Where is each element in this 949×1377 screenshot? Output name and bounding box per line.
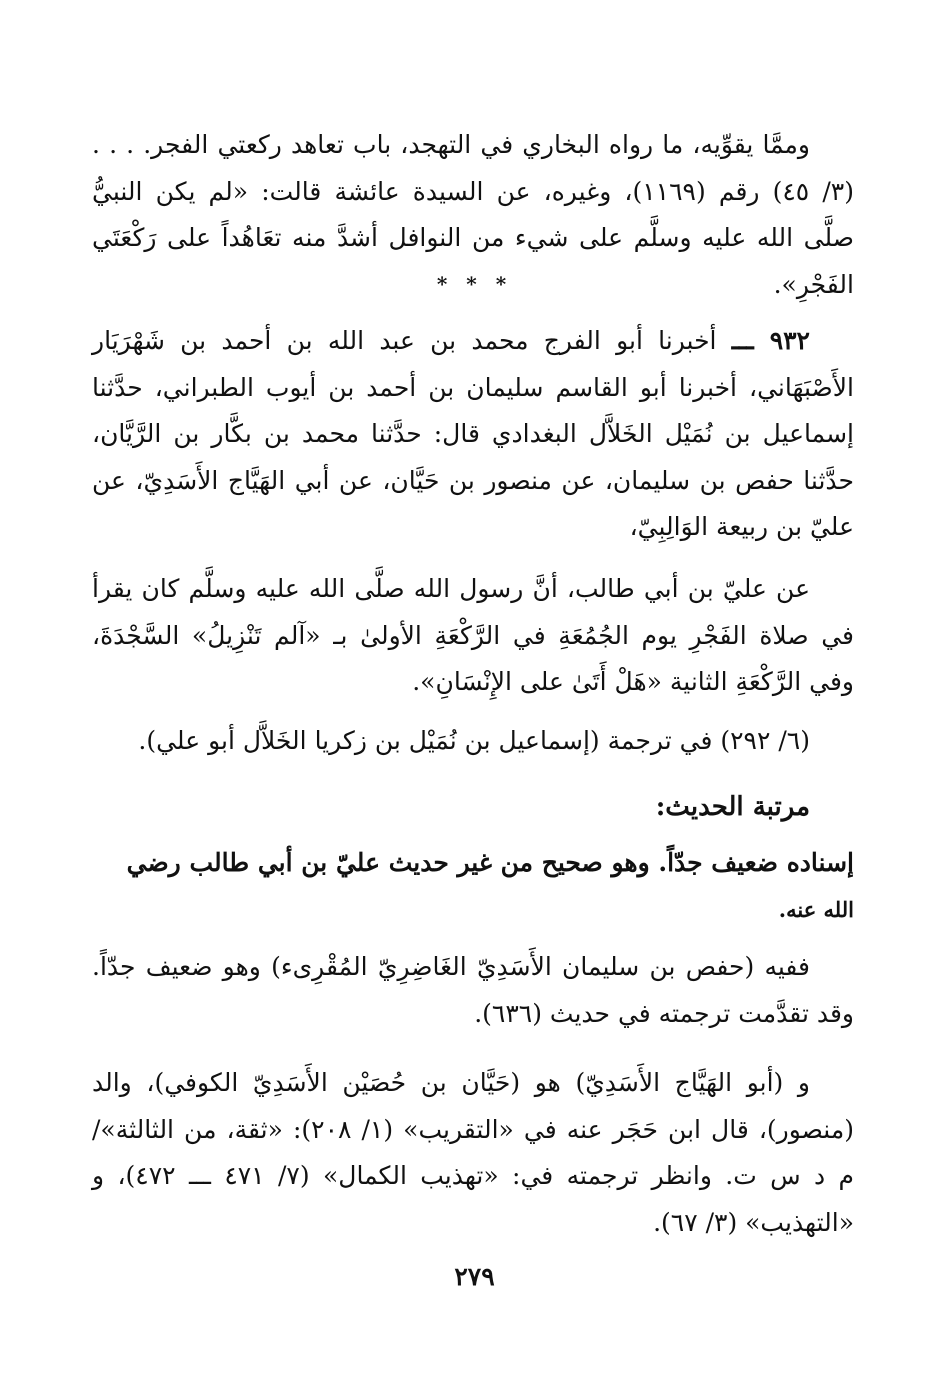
note-abu-hayyaj-paragraph (92, 1060, 854, 1246)
hadith-isnad: أخبرنا أبو الفرج محمد بن عبد الله بن أحمد بن شَهْرَيَار الأَصْبَهَاني، أخبرنا أبو القاسم سليمان بن أحمد بن أيوب الطبراني، حدَّثنا إسماعيل بن نُمَيْل الخَلاَّل البغدادي قال: حدَّثنا محمد بن بكَّار بن الرَّيَّان، حدَّثنا حفص بن سليمان، عن منصور بن حَيَّان، عن أبي الهَيَّاج الأَسَدِيّ، عن عليّ بن ربيعة الوَالِبِيّ، (92, 326, 854, 541)
hadith-source-paragraph (92, 718, 854, 765)
section-separator: * * * (436, 272, 513, 296)
ruling-heading: مرتبة الحديث: (655, 792, 810, 822)
hadith-isnad-paragraph (92, 318, 854, 551)
hadith-number: ٩٣٢ ـــ (731, 326, 810, 355)
ruling-heading-block (92, 784, 854, 831)
note-abu-hayyaj: و (أبو الهَيَّاج الأَسَدِيّ) هو (حَيَّان بن حُصَيْن الأَسَدِيّ الكوفي)، والد (منصور)، قال ابن حَجَر عنه في «التقريب» (١/ ٢٠٨): «ثقة، من الثالثة»/ م د س ت. وانظر ترجمته في: «تهذيب الكمال» (٧/ ٤٧١ ـــ ٤٧٢)، و «التهذيب» (٣/ ٦٧). (92, 1068, 855, 1237)
page-number: ٢٧٩ (454, 1262, 495, 1291)
intro-text: وممَّا يقوِّيه، ما رواه البخاري في التهجد، باب تعاهد ركعتي الفجر. . . . (٣/ ٤٥) رقم (١١٦٩)، وغيره، عن السيدة عائشة قالت: «لم يكن النبيُّ صلَّى الله عليه وسلَّم على شيء من النوافل أشدَّ منه تعَاهُداً على رَكْعَتَي الفَجْرِ». (92, 130, 854, 299)
hadith-matn-paragraph (92, 566, 854, 706)
hadith-matn: عن عليّ بن أبي طالب، أنَّ رسول الله صلَّى الله عليه وسلَّم كان يقرأ في صلاة الفَجْرِ يوم الجُمُعَةِ في الرَّكْعَةِ الأولىٰ بـ «آلم تَنْزِيلُ» السَّجْدَةَ، وفي الرَّكْعَةِ الثانية «هَلْ أَتَىٰ على الإِنْسَانِ». (92, 574, 854, 696)
ruling-paragraph (92, 840, 854, 933)
note-fihi: ففيه (حفص بن سليمان الأَسَدِيّ الغَاضِرِيّ المُقْرِىء) وهو ضعيف جدّاً. وقد تقدَّمت ترجمته في حديث (٦٣٦). (92, 952, 854, 1028)
ruling-text-end: الله عنه. (778, 896, 854, 922)
note-fihi-paragraph (92, 944, 854, 1037)
hadith-source: (٦/ ٢٩٢) في ترجمة (إسماعيل بن نُمَيْل بن زكريا الخَلاَّل أبو علي). (138, 726, 810, 755)
ruling-text-main: إسناده ضعيف جدّاً. وهو صحيح من غير حديث عليّ بن أبي طالب رضي (126, 848, 854, 877)
